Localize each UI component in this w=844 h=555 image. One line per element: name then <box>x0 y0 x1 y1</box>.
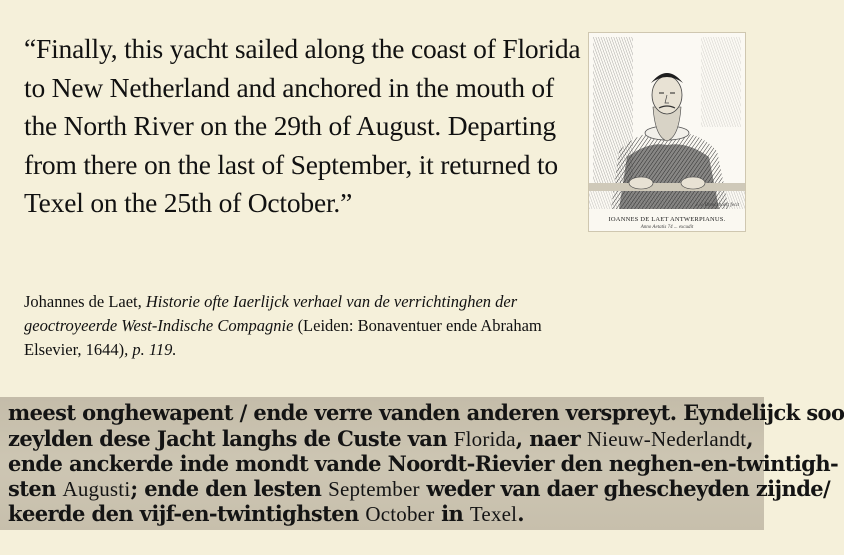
quote-text: “Finally, this yacht sailed along the coast of Florida to New Netherland and anchored in the mouth of the North River on the 29th of August. Departing from there on the last of September, it returned to Texel on the 25th of October.” <box>24 33 581 218</box>
bl-5e: . <box>517 501 524 526</box>
bl-4e: weder van daer ghescheyden zijnde/ <box>419 476 831 501</box>
citation-page: , p. 119. <box>124 340 177 359</box>
citation-publication: (Leiden: Bonaventuer ende Abraham Elsevier, 1644) <box>24 316 542 359</box>
bl-4d: September <box>328 477 420 501</box>
portrait-image <box>589 33 745 209</box>
citation-title: Historie ofte Iaerlijck verhael van de verrichtinghen der geoctroyeerde West-Indische Compagnie <box>24 292 518 335</box>
bl-4c: ; ende den lesten <box>130 476 329 501</box>
bl-2b: Florida <box>453 427 516 451</box>
portrait-subcaption: Anno Aetatis 74 ... excudit <box>640 225 694 230</box>
bl-5a: keerde den vijf-en-twintighsten <box>8 501 366 526</box>
bl-2a: zeylden dese Jacht langhs de Custe van <box>8 426 454 451</box>
blackletter-line-5 <box>8 501 524 527</box>
blackletter-excerpt <box>0 397 844 530</box>
bl-4b: Augusti <box>62 477 131 501</box>
bl-5d: Texel <box>469 502 518 526</box>
citation-author: Johannes de Laet, <box>24 292 146 311</box>
blackletter-line-4 <box>8 476 830 502</box>
blackletter-line-3: ende anckerde inde mondt vande Noordt-Rievier den neghen-en-twintigh- <box>8 451 839 476</box>
bl-5c: in <box>434 501 470 526</box>
bl-5b: October <box>365 502 435 526</box>
portrait-artist: J. v. Bronckhorst fecit <box>695 203 739 208</box>
bl-4a: sten <box>8 476 63 501</box>
portrait-engraving <box>588 32 746 232</box>
blackletter-line-1: meest onghewapent / ende verre vanden anderen verspreyt. Eyndelijck soo <box>8 400 844 425</box>
portrait-caption: IOANNES DE LAET ANTWERPIANUS. <box>608 216 726 223</box>
bl-2c: , naer <box>515 426 587 451</box>
bl-2d: Nieuw-Nederlandt <box>586 427 747 451</box>
bl-2e: , <box>746 426 754 451</box>
blackletter-line-2 <box>8 426 753 452</box>
citation <box>24 290 584 362</box>
